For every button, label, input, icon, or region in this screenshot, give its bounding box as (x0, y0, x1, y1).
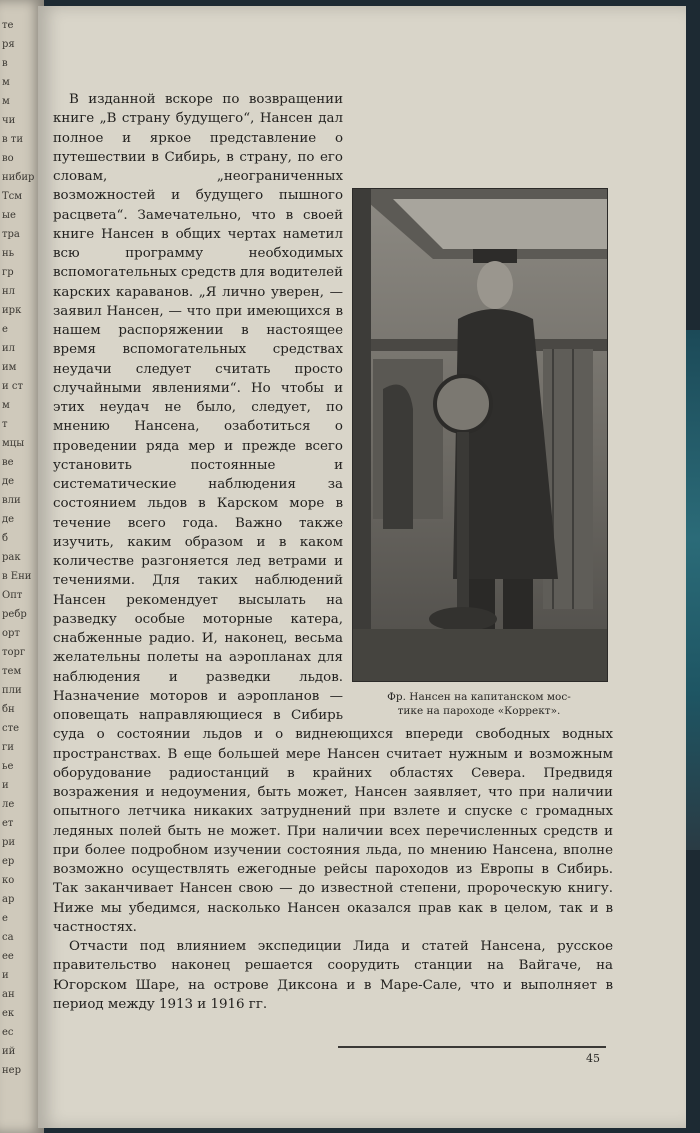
left-page-fragment: де (2, 476, 15, 487)
left-page-fragment: ые (2, 210, 16, 221)
footer-rule (338, 1046, 606, 1048)
paragraph-1: В изданной вскоре по возвращении книге „В страну будущего“, Нансен дал полное и яркое представление о путешествии в Сибирь, в страну, по его словам, „неограниченных возможностей и будущего пышного расцвета“. Замечательно, что в своей книге Нансен в общих чертах наметил всю программу необходимых вспомогательных средств для водителей карских караванов. „Я лично уверен, — заявил Нансен, — что при имеющихся в нашем распоряжении в настоящее время вспомогательных средствах неудачи следует считать просто случайными явлениями“. Но чтобы и этих неудач не было, следует, по мнению Нансена, озаботиться о проведении ряда мер и прежде всего установить постоянные и систематические наблюдения за состоянием льдов в Карском море в течение всего года. Важно также изучить, каким образом и в каком количестве разгоняется лед ветрами и течениями. Для таких наблюдений Нансен рекомендует высылать на разведку особые моторные катера, снабженные радио. И, наконец, весьма желательны полеты на аэропланах для наблюдения и разведки льдов. Назначение моторов и аэропланов — оповещать направляющиеся в Сибирь суда о состоянии льдов и о виднеющихся впереди свободных водных пространствах. В еще большей мере Нансен считает нужным и возможным оборудование радиостанций в крайних областях Севера. Предвидя возражения и недоумения, быть может, Нансен заявляет, что при наличии опытного летчика никаких затруднений при взлете и спуске с громадных ледяных полей быть не может. При наличии всех перечисленных средств и при более подробном изучении состояния льда, по мнению Нансена, вполне возможно осуществлять ежегодные рейсы пароходов из Европы в Сибирь. Так заканчивает Нансен свою — до известной степени, пророческую книгу. Ниже мы убедимся, насколько Нансен оказался прав как в целом, так и в частностях. (53, 92, 613, 935)
paragraph-2: Отчасти под влиянием экспедиции Лида и статей Нансена, русское правительство наконец решается соорудить станции на Вайгаче, на Югорском Шаре, на острове Диксона и в Маре-Сале, что и выполняет в период между 1913 и 1916 гг. (53, 939, 613, 1012)
left-page-fragment: ар (2, 894, 15, 905)
left-page-fragment: и (2, 780, 9, 791)
left-page-fragment: нер (2, 1065, 21, 1076)
left-page-fragment: им (2, 362, 17, 373)
left-page-fragment: е (2, 913, 8, 924)
left-page-fragment: ребр (2, 609, 27, 620)
left-page-fragment: орт (2, 628, 20, 639)
left-page-fragment: те (2, 20, 14, 31)
left-page-fragment: м (2, 400, 10, 411)
left-page-fragment: ве (2, 457, 14, 468)
left-page-fragment: ье (2, 761, 14, 772)
left-page-fragment: тра (2, 229, 20, 240)
left-page-fragment: ле (2, 799, 15, 810)
figure-spacer (343, 166, 613, 714)
left-page-fragment: во (2, 153, 14, 164)
left-page-fragment: ирк (2, 305, 22, 316)
caption-line-2: тике на пароходе «Коррект». (397, 705, 561, 717)
page-number: 45 (586, 1052, 600, 1065)
left-page-fragment: м (2, 77, 10, 88)
caption-line-1: Фр. Нансен на капитанском мос- (387, 691, 571, 703)
left-page-fragment: ес (2, 1027, 14, 1038)
left-page-fragment: ри (2, 837, 16, 848)
left-page-fragment: де (2, 514, 15, 525)
left-page-fragment: и ст (2, 381, 23, 392)
left-page-fragment: и (2, 970, 9, 981)
left-page-fragment: б (2, 533, 9, 544)
left-page-fragment: торг (2, 647, 26, 658)
left-page-fragment: гр (2, 267, 14, 278)
left-page-fragment: нь (2, 248, 15, 259)
left-page-fragment: пли (2, 685, 22, 696)
left-page-fragment: вли (2, 495, 21, 506)
left-page-fragment: в Ени (2, 571, 32, 582)
left-page-fragment: рак (2, 552, 21, 563)
left-page-fragment: чи (2, 115, 16, 126)
left-page-fragment: ил (2, 343, 16, 354)
left-page-fragment: тем (2, 666, 22, 677)
left-page-fragment: са (2, 932, 14, 943)
left-page-fragment: ря (2, 39, 15, 50)
left-page-fragment: ее (2, 951, 14, 962)
left-page-fragment: ко (2, 875, 15, 886)
left-page-fragment: ий (2, 1046, 16, 1057)
left-page-fragment: м (2, 96, 10, 107)
left-page-fragment: бн (2, 704, 15, 715)
left-page-fragment: ан (2, 989, 15, 1000)
left-page-fragment: ер (2, 856, 15, 867)
left-page-fragment: т (2, 419, 8, 430)
left-page-fragment: е (2, 324, 8, 335)
body-text (53, 90, 613, 1014)
left-page-fragment: нл (2, 286, 16, 297)
left-page-fragment: ек (2, 1008, 15, 1019)
left-page-fragment: Тсм (2, 191, 23, 202)
left-page-fragment: мцы (2, 438, 25, 449)
left-page-fragment: нибир (2, 172, 35, 183)
left-page-fragment: ет (2, 818, 14, 829)
left-page-fragment: в (2, 58, 8, 69)
left-page-fragment: в ти (2, 134, 24, 145)
left-page-fragment: ги (2, 742, 14, 753)
left-page-fragment: сте (2, 723, 20, 734)
left-page-fragment: Опт (2, 590, 23, 601)
book-page (38, 6, 686, 1128)
